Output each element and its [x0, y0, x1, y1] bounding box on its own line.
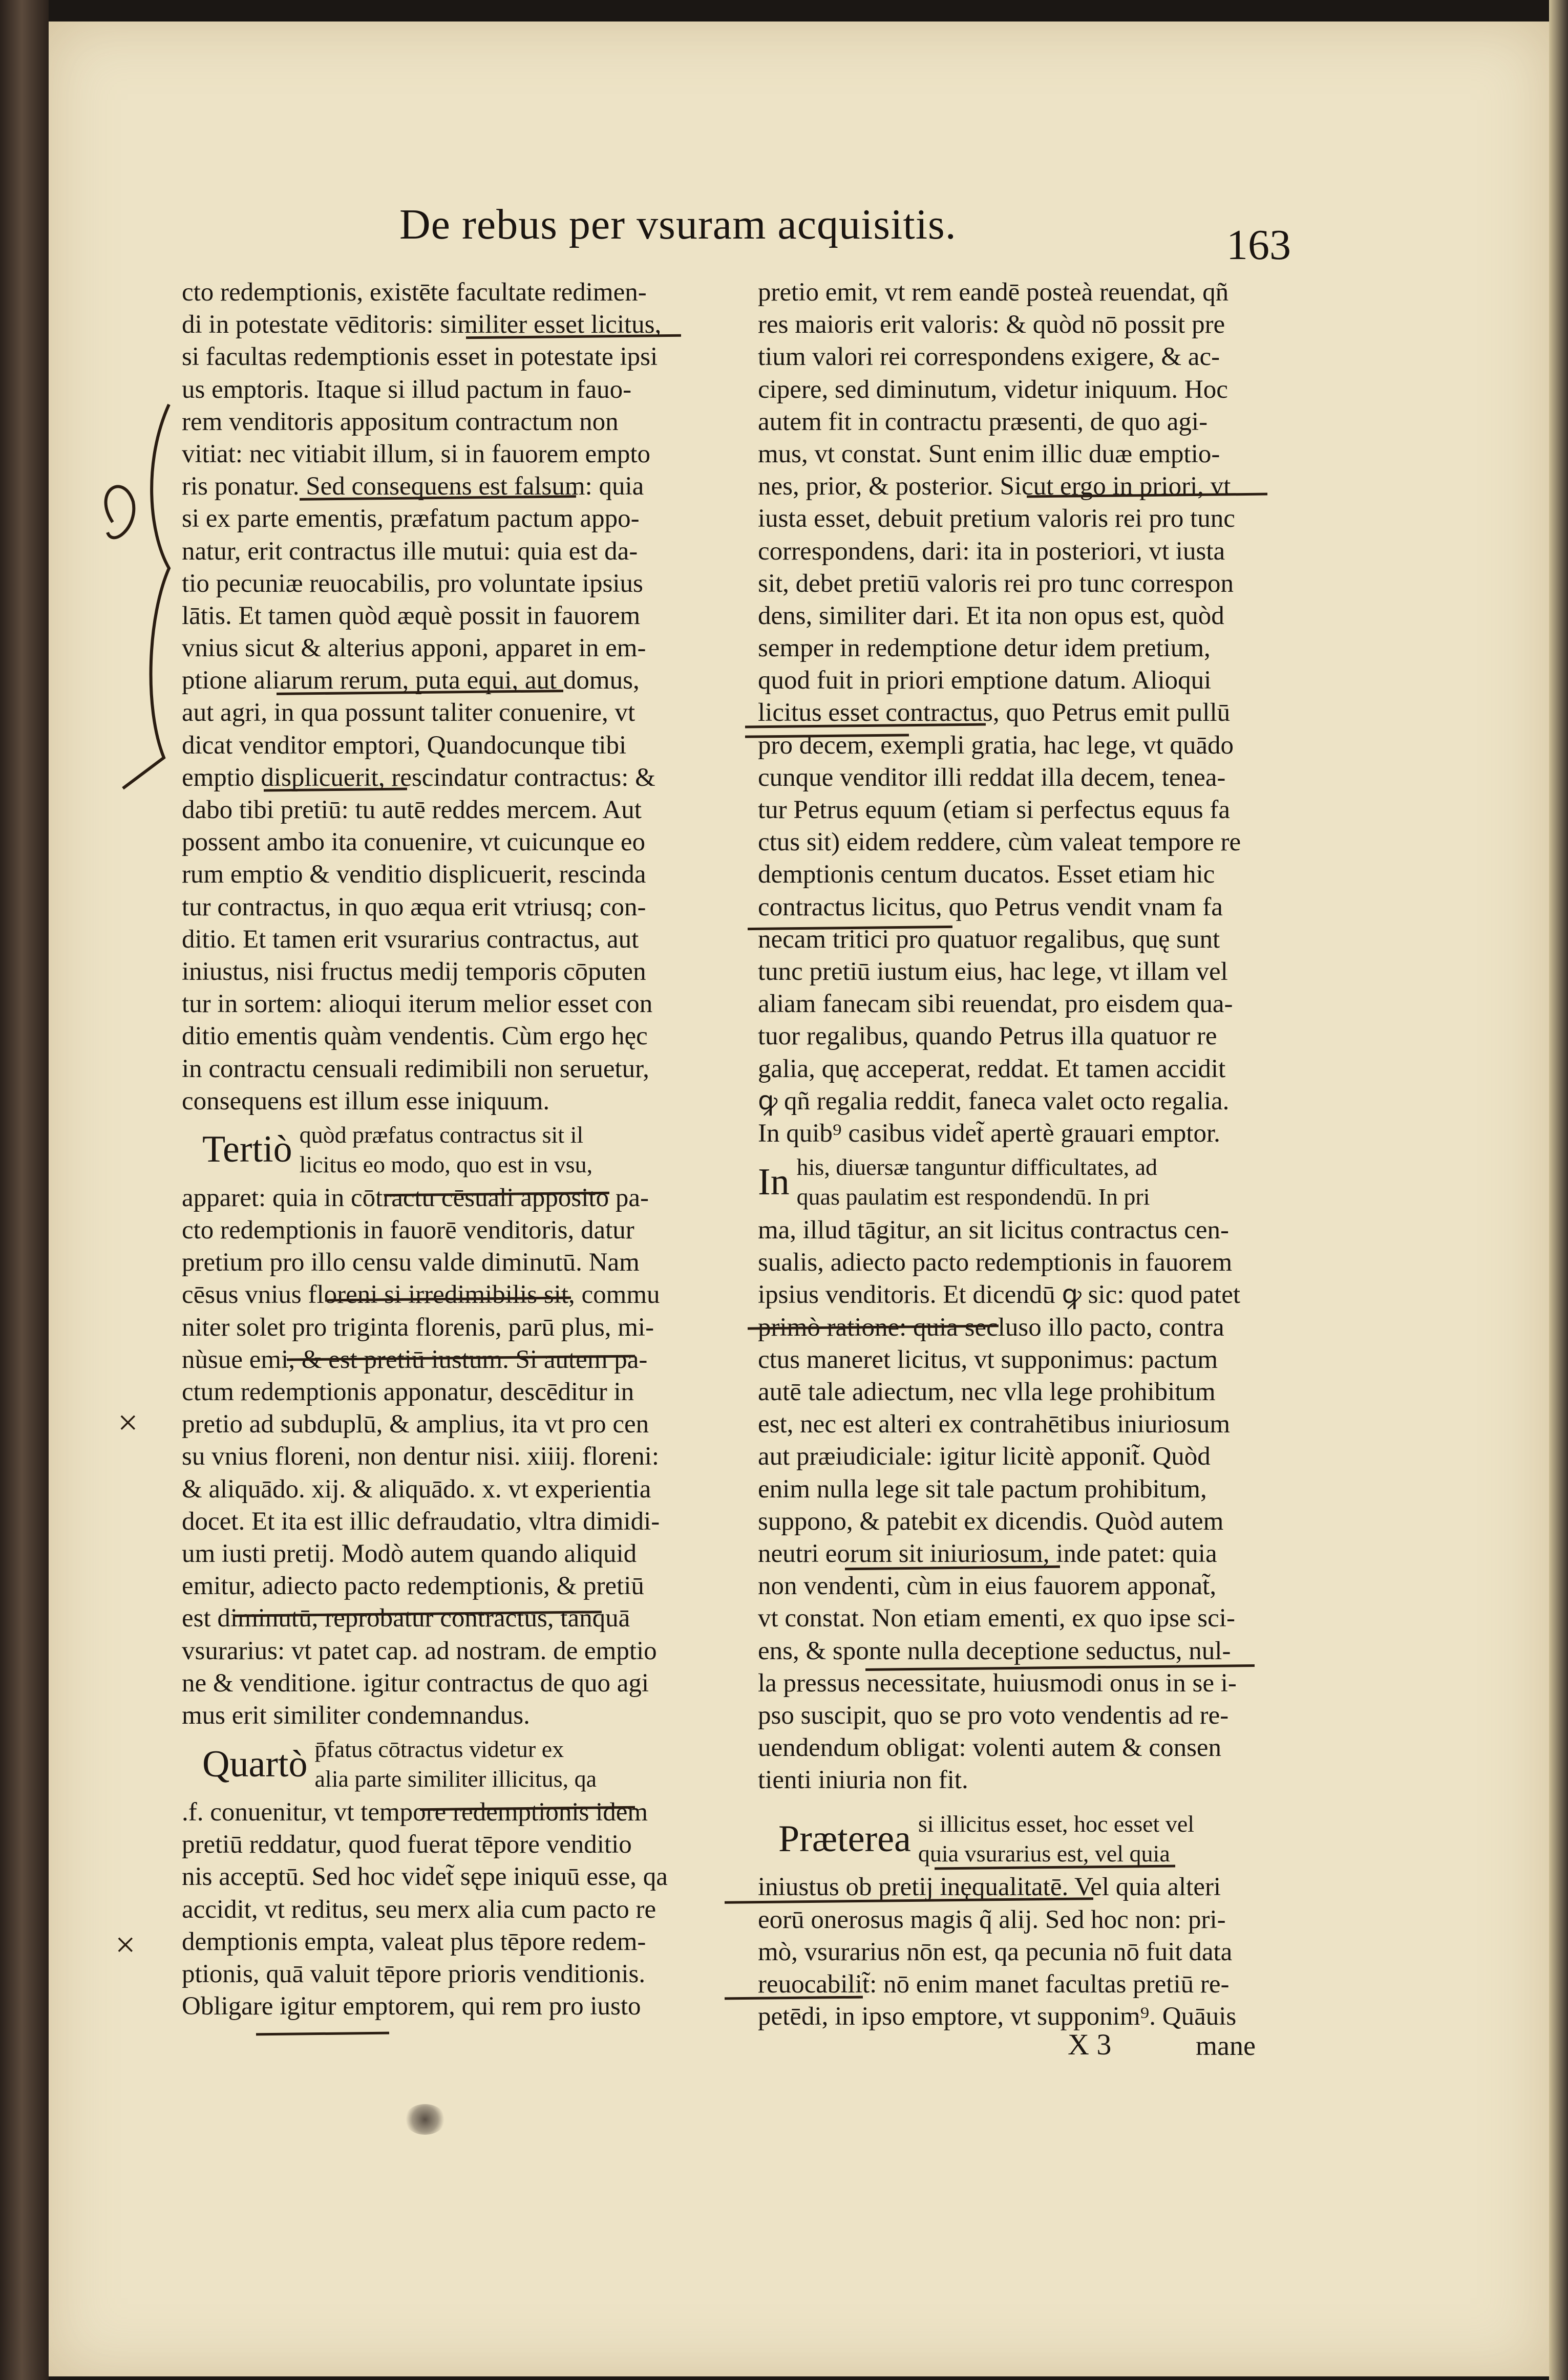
text-line: tienti iniuria non fit.: [758, 1766, 968, 1795]
text-line: rem venditoris appositum contractum non: [182, 407, 619, 436]
text-line: alia parte similiter illicitus, qa: [314, 1766, 597, 1792]
text-line: quòd præfatus contractus sit il: [299, 1121, 584, 1148]
text-line: accidit, vt reditus, seu merx alia cum pacto re: [182, 1895, 656, 1924]
text-line: si ex parte ementis, præfatum pactum appo-: [182, 504, 640, 533]
running-head: De rebus per vsuram acquisitis.: [399, 201, 957, 248]
section-head-word: Tertiò: [202, 1128, 292, 1171]
page-edge: [1549, 0, 1568, 2380]
text-line: pretiū reddatur, quod fuerat tēpore venditio: [182, 1830, 632, 1859]
text-line: suppono, & patebit ex dicendis. Quòd autem: [758, 1507, 1224, 1536]
text-line: est diminutū, reprobatur contractus, tanquā: [182, 1604, 630, 1633]
flourish-stroke: [106, 486, 134, 538]
right-column: [758, 276, 1280, 2033]
text-line: pretium pro illo censu valde diminutū. Nam: [182, 1248, 640, 1277]
text-line: & aliquādo. xij. & aliquādo. x. vt experientia: [182, 1474, 651, 1504]
text-line: nùsue emi, & est pretiū iustum. Si autem pa-: [182, 1345, 648, 1374]
text-line: reuocabilit̃: nō enim manet facultas pretiū re-: [758, 1970, 1230, 1999]
text-line: nis acceptū. Sed hoc videt̃ sępe iniquū esse, qa: [182, 1862, 668, 1892]
text-line: tur Petrus equum (etiam si perfectus equus fa: [758, 796, 1230, 824]
text-line: vitiat: nec vitiabit illum, si in fauorem empto: [182, 439, 650, 468]
text-line: semper in redemptione detur idem pretium,: [758, 634, 1211, 663]
text-line: aliam fanecam sibi reuendat, pro eisdem qua-: [758, 990, 1233, 1019]
text-line: quas paulatim est respondendū. In pri: [796, 1184, 1150, 1210]
marginal-bracket-mark: [92, 399, 184, 809]
text-line: tio pecuniæ reuocabilis, pro voluntate ipsius: [182, 569, 643, 598]
text-line: si illicitus esset, hoc esset vel: [918, 1811, 1195, 1837]
text-line: ne & venditione. igitur contractus de quo agi: [182, 1668, 649, 1698]
text-line: ipsius venditoris. Et dicendū ꝙ sic: quod patet: [758, 1280, 1241, 1310]
text-line: pro decem, exempli gratia, hac lege, vt quādo: [758, 731, 1234, 760]
text-line: ens, & sponte nulla deceptione seductus, nul-: [758, 1636, 1231, 1665]
bracket-stroke: [123, 404, 169, 788]
text-line: in contractu censuali redimibili non seruetur,: [182, 1054, 649, 1083]
text-line: iusta esset, debuit pretium valoris rei pro tunc: [758, 504, 1235, 533]
text-line: cunque venditor illi reddat illa decem, tenea-: [758, 763, 1226, 792]
section-side-text: [918, 1809, 1194, 1869]
text-line: niter solet pro triginta florenis, parū plus, mi-: [182, 1313, 654, 1342]
text-line: res maioris erit valoris: & quòd nō possit pre: [758, 310, 1225, 339]
text-line: non vendenti, cùm in eius fauorem apponat̃,: [758, 1572, 1217, 1601]
left-column: [182, 276, 684, 2023]
text-line: aut præiudiciale: igitur licitè apponit̃. Quòd: [758, 1442, 1211, 1471]
text-line: eorū onerosus magis q̃ alij. Sed hoc non: pri-: [758, 1905, 1226, 1934]
text-line: cto redemptionis, existēte facultate redimen-: [182, 278, 647, 307]
text-line: tium valori rei correspondens exigere, & ac-: [758, 342, 1220, 372]
text-line: licitus esset contractus, quo Petrus emit pullū: [758, 698, 1231, 727]
text-line: licitus eo modo, quo est in vsu,: [299, 1151, 593, 1177]
text-line: su vnius floreni, non dentur nisi. xiiij. floreni:: [182, 1442, 660, 1471]
text-line: iniustus ob pretij inęqualitatē. Vel quia alteri: [758, 1873, 1221, 1902]
text-line: sit, debet pretiū valoris rei pro tunc correspon: [758, 569, 1234, 598]
text-line: dens, similiter dari. Et ita non opus est, quòd: [758, 601, 1224, 630]
text-line: cto redemptionis in fauorē venditoris, datur: [182, 1216, 634, 1245]
section-opening-quarto: [202, 1732, 684, 1796]
text-line: vsurarius: vt patet cap. ad nostram. de emptio: [182, 1636, 657, 1665]
text-line: .f. conuenitur, vt tempore redemptionis idem: [182, 1798, 648, 1827]
text-line: ctus sit) eidem reddere, cùm valeat tempore re: [758, 828, 1241, 857]
text-line: rum emptio & venditio displicuerit, rescinda: [182, 860, 646, 889]
text-line: tunc pretiū iustum eius, hac lege, vt illam vel: [758, 957, 1228, 986]
text-line: neutri eorum sit iniuriosum, inde patet: quia: [758, 1539, 1217, 1568]
text-line: ctus maneret licitus, vt supponimus: pactum: [758, 1345, 1218, 1374]
text-line: pso suscipit, quo se pro voto vendentis ad re-: [758, 1701, 1229, 1730]
text-line: di in potestate vēditoris: similiter esset licitus,: [182, 310, 662, 339]
text-line: quia vsurarius est, vel quia: [918, 1840, 1170, 1867]
text-line: tur contractus, in quo æqua erit vtriusq; con-: [182, 892, 646, 921]
text-line: tur in sortem: alioqui iterum melior esset con: [182, 990, 653, 1019]
text-line: ptione aliarum rerum, puta equi, aut domus,: [182, 666, 640, 695]
text-line: correspondens, dari: ita in posteriori, vt iusta: [758, 537, 1225, 566]
text-line: necam tritici pro quatuor regalibus, quę sunt: [758, 925, 1220, 954]
text-line: iniustus, nisi fructus medij temporis cōputen: [182, 957, 646, 986]
text-line: In quib⁹ casibus videt̃ apertè grauari emptor.: [758, 1119, 1220, 1148]
text-line: ꝙ qñ regalia reddit, faneca valet octo regalia.: [758, 1086, 1230, 1116]
text-line: tuor regalibus, quando Petrus illa quatuor re: [758, 1022, 1217, 1051]
text-line: p̄fatus cōtractus videtur ex: [314, 1736, 564, 1763]
text-line: ptionis, quā valuit tēpore prioris venditionis.: [182, 1960, 646, 1988]
section-side-text: [797, 1152, 1157, 1212]
text-line: um iusti pretij. Modò autem quando aliquid: [182, 1539, 637, 1568]
text-line: petēdi, in ipso emptore, vt supponim⁹. Quāuis: [758, 2002, 1237, 2031]
text-line: demptionis empta, valeat plus tēpore redem-: [182, 1927, 646, 1956]
text-line: pretio emit, vt rem eandē posteà reuendat, qñ: [758, 278, 1229, 307]
section-side-text: [300, 1120, 592, 1180]
text-line: emptio displicuerit, rescindatur contractus: &: [182, 763, 655, 792]
text-line: quod fuit in priori emptione datum. Alioqui: [758, 666, 1212, 695]
section-head-word: In: [758, 1161, 790, 1203]
signature-mark: X 3: [1068, 2028, 1112, 2061]
text-line: ctum redemptionis apponatur, descēditur in: [182, 1378, 634, 1406]
text-line: primò ratione: quia secluso illo pacto, contra: [758, 1313, 1224, 1342]
text-line: pretio ad subduplū, & amplius, ita vt pro cen: [182, 1410, 649, 1439]
text-line: consequens est illum esse iniquum.: [182, 1086, 550, 1116]
text-line: aut agri, in qua possunt taliter conuenire, vt: [182, 698, 635, 727]
text-line: Obligare igitur emptorem, qui rem pro iusto: [182, 1992, 641, 2021]
section-head-word: Quartò: [202, 1743, 308, 1785]
text-line: natur, erit contractus ille mutui: quia est da-: [182, 537, 638, 566]
section-opening-praeterea: [778, 1807, 1280, 1871]
section-head-word: Præterea: [778, 1817, 911, 1860]
text-line: apparet: quia in cōtractu cēsuali apposito pa-: [182, 1183, 649, 1212]
text-line: contractus licitus, quo Petrus vendit vnam fa: [758, 892, 1223, 921]
text-line: uendendum obligat: volenti autem & consen: [758, 1733, 1222, 1763]
ink-stain: [405, 2104, 446, 2135]
margin-cross-mark: ×: [115, 1925, 136, 1965]
section-opening-in: [758, 1150, 1280, 1214]
text-line: nes, prior, & posterior. Sicut ergo in priori, vt: [758, 472, 1231, 501]
text-line: ditio ementis quàm vendentis. Cùm ergo hęc: [182, 1022, 648, 1051]
page-number: 163: [1226, 221, 1291, 269]
text-line: autem fit in contractu præsenti, de quo agi-: [758, 407, 1208, 436]
text-line: sualis, adiecto pacto redemptionis in fauorem: [758, 1248, 1233, 1277]
text-line: ditio. Et tamen erit vsurarius contractus, aut: [182, 925, 639, 954]
catchword: mane: [1196, 2030, 1256, 2061]
text-line: us emptoris. Itaque si illud pactum in fauo-: [182, 375, 632, 404]
text-line: his, diuersæ tanguntur difficultates, ad: [796, 1154, 1158, 1181]
text-line: autē tale adiectum, nec vlla lege prohibitum: [758, 1378, 1216, 1406]
section-side-text: [315, 1734, 597, 1794]
text-line: mus erit similiter condemnandus.: [182, 1701, 530, 1730]
text-line: cipere, sed diminutum, videtur iniquum. Hoc: [758, 375, 1228, 404]
text-line: galia, quę acceperat, reddat. Et tamen accidit: [758, 1054, 1226, 1083]
text-line: cēsus vnius floreni si irredimibilis sit, commu: [182, 1280, 660, 1310]
text-line: ris ponatur. Sed consequens est falsum: quia: [182, 472, 644, 501]
text-line: docet. Et ita est illic defraudatio, vltra dimidi-: [182, 1507, 660, 1536]
text-line: vnius sicut & alterius apponi, apparet in em-: [182, 634, 646, 663]
text-line: est, nec est alteri ex contrahētibus iniuriosum: [758, 1410, 1230, 1439]
text-line: mus, vt constat. Sunt enim illic duæ emptio-: [758, 439, 1220, 468]
text-line: dabo tibi pretiū: tu autē reddes mercem. Aut: [182, 796, 642, 824]
text-line: la pressus necessitate, huiusmodi onus in se i-: [758, 1668, 1237, 1698]
book-binding: [0, 0, 49, 2380]
margin-cross-mark: ×: [118, 1403, 138, 1443]
text-line: si facultas redemptionis esset in potestate ipsi: [182, 342, 658, 372]
text-line: dicat venditor emptori, Quandocunque tibi: [182, 731, 627, 760]
text-line: emitur, adiecto pacto redemptionis, & pretiū: [182, 1572, 644, 1601]
text-line: mò, vsurarius nōn est, qa pecunia nō fuit data: [758, 1937, 1233, 1966]
text-line: possent ambo ita conuenire, vt cuicunque eo: [182, 828, 645, 857]
text-line: ma, illud tāgitur, an sit licitus contractus cen-: [758, 1216, 1229, 1245]
text-line: vt constat. Non etiam ementi, ex quo ipse sci-: [758, 1604, 1235, 1633]
section-opening-tertio: [202, 1118, 684, 1182]
text-line: demptionis centum ducatos. Esset etiam hic: [758, 860, 1215, 889]
text-line: enim nulla lege sit tale pactum prohibitum,: [758, 1474, 1207, 1504]
text-line: lātis. Et tamen quòd æquè possit in fauorem: [182, 601, 641, 630]
